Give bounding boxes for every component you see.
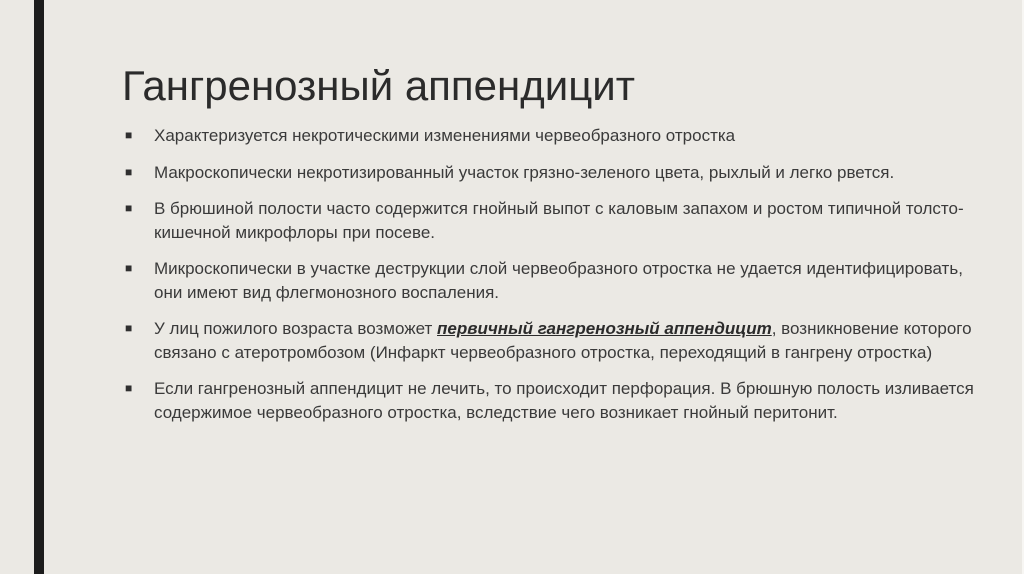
bullet-text: Микроскопически в участке деструкции слой червеобразного отростка не удается идентифицировать, они имеют вид флегмонозного воспаления. (154, 259, 963, 302)
square-bullet-icon: ■ (125, 321, 133, 335)
square-bullet-icon: ■ (125, 164, 133, 179)
bullet-item (122, 377, 982, 424)
bullet-text (154, 319, 972, 362)
bullet-item (122, 257, 982, 304)
square-bullet-icon: ■ (125, 381, 133, 395)
bullet-text: Макроскопически некротизированный участок грязно-зеленого цвета, рыхлый и легко рвется. (154, 162, 895, 182)
bullet-item (122, 124, 982, 148)
bullet-item (122, 161, 982, 185)
bullet-text-before: У лиц пожилого возраста возможет (154, 319, 438, 338)
bullet-text-after: , возникновение которого связано с атеротромбозом (Инфаркт червеобразного отростка, переходящий в гангрену отростка) (154, 319, 972, 362)
bullet-list (122, 124, 982, 437)
square-bullet-icon: ■ (125, 128, 133, 142)
bullet-text: Характеризуется некротическими изменениями червеобразного отростка (154, 126, 736, 145)
bullet-text: Если гангренозный аппендицит не лечить, то происходит перфорация. В брюшную полость изливается содержимое червеобразного отростка, вследствие чего возникает гнойный перитонит. (154, 379, 974, 422)
left-accent-bar (34, 0, 44, 574)
bullet-text: В брюшиной полости часто содержится гнойный выпот с каловым запахом и ростом типичной толсто-кишечной микрофлоры при посеве. (154, 199, 964, 242)
bullet-item (122, 197, 982, 244)
bullet-item (122, 317, 982, 364)
emphasized-term: первичный гангренозный аппендицит (437, 319, 772, 338)
slide-title: Гангренозный аппендицит (122, 62, 635, 109)
square-bullet-icon: ■ (125, 261, 133, 275)
square-bullet-icon: ■ (125, 201, 133, 215)
